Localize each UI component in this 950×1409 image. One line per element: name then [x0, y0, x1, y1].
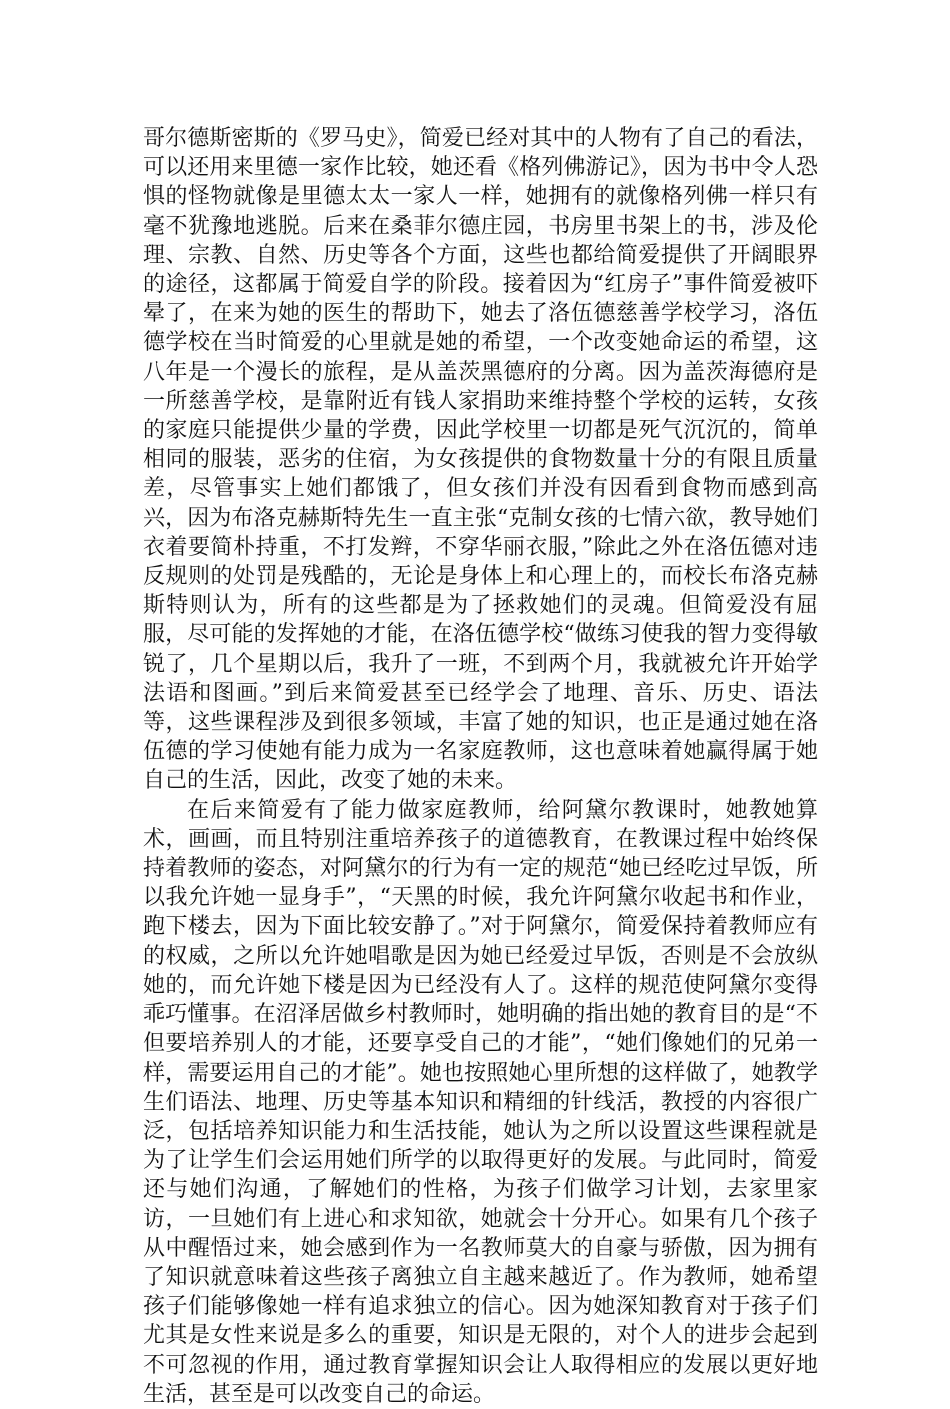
paragraph-2: 在后来简爱有了能力做家庭教师，给阿黛尔教课时，她教她算术，画画，而且特别注重培养孩子的道德教育，在教课过程中始终保持着教师的姿态，对阿黛尔的行为有一定的规范“她已经吃过早饭，所以我允许她一显身手”，“天黑的时候，我允许阿黛尔收起书和作业，跑下楼去，因为下面比较安静了。”对于阿黛尔，简爱保持着教师应有的权威，之所以允许她唱歌是因为她已经爱过早饭，否则是不会放纵她的，而允许她下楼是因为已经没有人了。这样的规范使阿黛尔变得乖巧懂事。在沼泽居做乡村教师时，她明确的指出她的教育目的是“不但要培养别人的才能，还要享受自己的才能”，“她们像她们的兄弟一样，需要运用自己的才能”。她也按照她心里所想的这样做了，她教学生们语法、地理、历史等基本知识和精细的针线活，教授的内容很广泛，包括培养知识能力和生活技能，她认为之所以设置这些课程就是为了让学生们会运用她们所学的以取得更好的发展。与此同时，简爱还与她们沟通，了解她们的性格，为孩子们做学习计划，去家里家访，一旦她们有上进心和求知欲，她就会十分开心。如果有几个孩子从中醒悟过来，她会感到作为一名教师莫大的自豪与骄傲，因为拥有了知识就意味着这些孩子离独立自主越来越近了。作为教师，她希望孩子们能够像她一样有追求独立的信心。因为她深知教育对于孩子们尤其是女性来说是多么的重要，知识是无限的，对个人的进步会起到不可忽视的作用，通过教育掌握知识会让人取得相应的发展以更好地生活，甚至是可以改变自己的命运。: [143, 797, 818, 1407]
paragraph-1: 哥尔德斯密斯的《罗马史》，简爱已经对其中的人物有了自己的看法，可以还用来里德一家作比较，她还看《格列佛游记》，因为书中令人恐惧的怪物就像是里德太太一家人一样，她拥有的就像格列佛一样只有毫不犹豫地逃脱。后来在桑菲尔德庄园，书房里书架上的书，涉及伦理、宗教、自然、历史等各个方面，这些也都给简爱提供了开阔眼界的途径，这都属于简爱自学的阶段。接着因为“红房子”事件简爱被吓晕了，在来为她的医生的帮助下，她去了洛伍德慈善学校学习，洛伍德学校在当时简爱的心里就是她的希望，一个改变她命运的希望，这八年是一个漫长的旅程，是从盖茨黑德府的分离。因为盖茨海德府是一所慈善学校，是靠附近有钱人家捐助来维持整个学校的运转，女孩的家庭只能提供少量的学费，因此学校里一切都是死气沉沉的，简单相同的服装，恶劣的住宿，为女孩提供的食物数量十分的有限且质量差，尽管事实上她们都饿了，但女孩们并没有因看到食物而感到高兴，因为布洛克赫斯特先生一直主张“克制女孩的七情六欲，教导她们衣着要简朴持重，不打发辫，不穿华丽衣服，”除此之外在洛伍德对违反规则的处罚是残酷的，无论是身体上和心理上的，而校长布洛克赫斯特则认为，所有的这些都是为了拯救她们的灵魂。但简爱没有屈服，尽可能的发挥她的才能，在洛伍德学校“做练习使我的智力变得敏锐了，几个星期以后，我升了一班，不到两个月，我就被允许开始学法语和图画。”到后来简爱甚至已经学会了地理、音乐、历史、语法等，这些课程涉及到很多领域，丰富了她的知识，也正是通过她在洛伍德的学习使她有能力成为一名家庭教师，这也意味着她赢得属于她自己的生活，因此，改变了她的未来。: [143, 126, 818, 794]
body-text: [143, 124, 818, 1409]
